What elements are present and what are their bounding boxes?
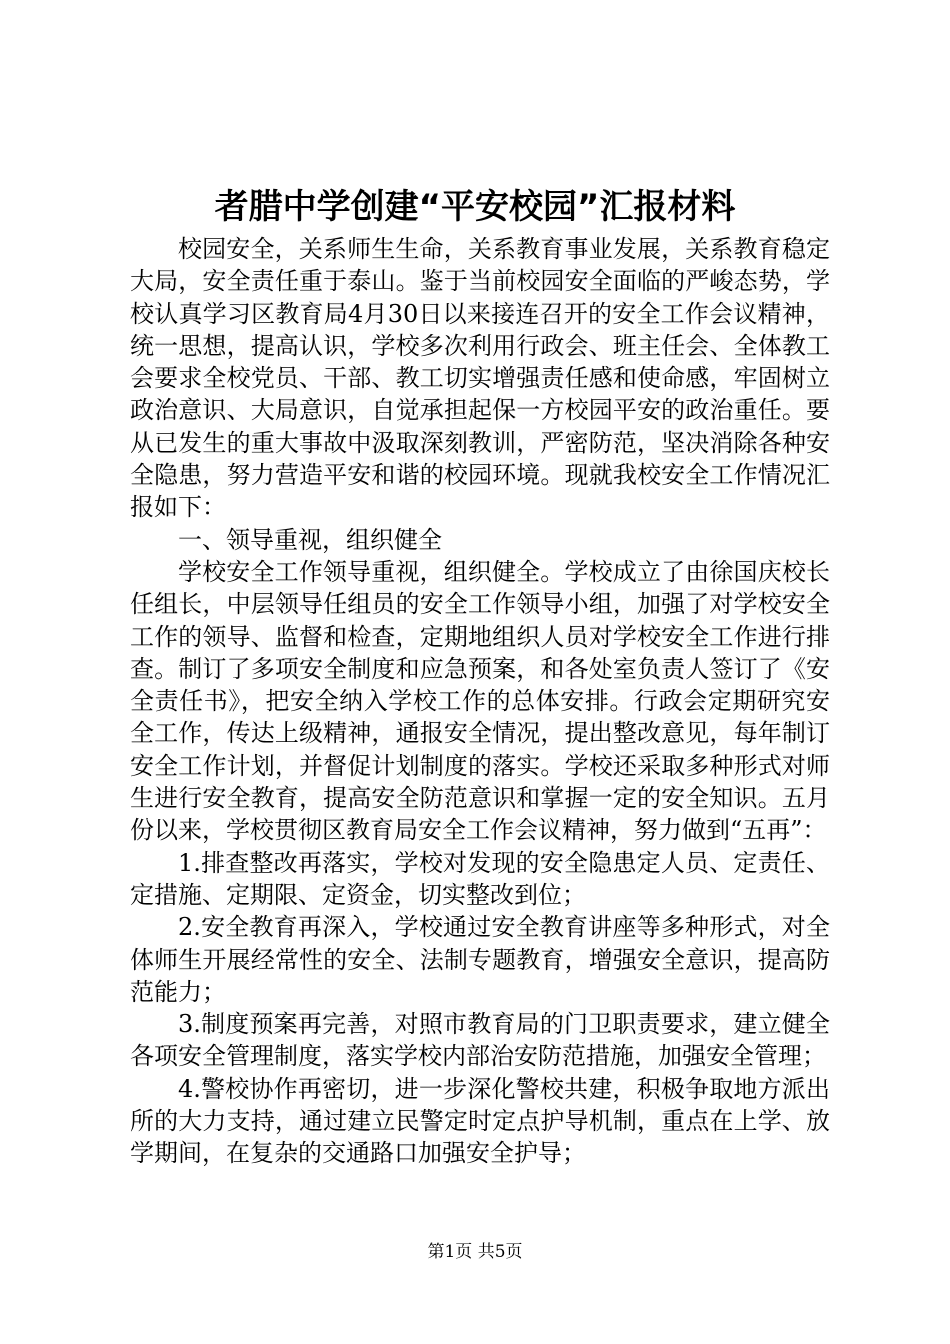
section-heading: 一、领导重视，组织健全 <box>178 525 442 554</box>
page-footer: 第1页 共5页 <box>427 1242 523 1262</box>
list-item-2: 2.安全教育再深入，学校通过安全教育讲座等多种形式，对全体师生开展经常性的安全、法制专题教育，增强安全意识，提高防范能力； <box>130 913 830 1006</box>
list-item-1: 1.排查整改再落实，学校对发现的安全隐患定人员、定责任、定措施、定期限、定资金，切实整改到位； <box>130 848 830 909</box>
section-paragraph: 学校安全工作领导重视，组织健全。学校成立了由徐国庆校长任组长，中层领导任组员的安全工作领导小组，加强了对学校安全工作的领导、监督和检查，定期地组织人员对学校安全工作进行排查。制订了多项安全制度和应急预案，和各处室负责人签订了《安全责任书》，把安全纳入学校工作的总体安排。行政会定期研究安全工作，传达上级精神，通报安全情况，提出整改意见，每年制订安全工作计划，并督促计划制度的落实。学校还采取多种形式对师生进行安全教育，提高安全防范意识和掌握一定的安全知识。五月份以来，学校贯彻区教育局安全工作会议精神，努力做到“五再”： <box>130 557 830 845</box>
list-item-3: 3.制度预案再完善，对照市教育局的门卫职责要求，建立健全各项安全管理制度，落实学校内部治安防范措施，加强安全管理； <box>130 1010 830 1071</box>
document-title: 者腊中学创建“平安校园”汇报材料 <box>214 187 736 227</box>
list-item-4: 4.警校协作再密切，进一步深化警校共建，积极争取地方派出所的大力支持，通过建立民警定时定点护导机制，重点在上学、放学期间，在复杂的交通路口加强安全护导； <box>130 1074 830 1168</box>
document-body <box>130 233 830 1170</box>
intro-paragraph: 校园安全，关系师生生命，关系教育事业发展，关系教育稳定大局，安全责任重于泰山。鉴于当前校园安全面临的严峻态势，学校认真学习区教育局4月30日以来接连召开的安全工作会议精神，统一思想，提高认识，学校多次利用行政会、班主任会、全体教工会要求全校党员、干部、教工切实增强责任感和使命感，牢固树立政治意识、大局意识，自觉承担起保一方校园平安的政治重任。要从已发生的重大事故中汲取深刻教训，严密防范，坚决消除各种安全隐患，努力营造平安和谐的校园环境。现就我校安全工作情况汇报如下： <box>130 235 830 522</box>
